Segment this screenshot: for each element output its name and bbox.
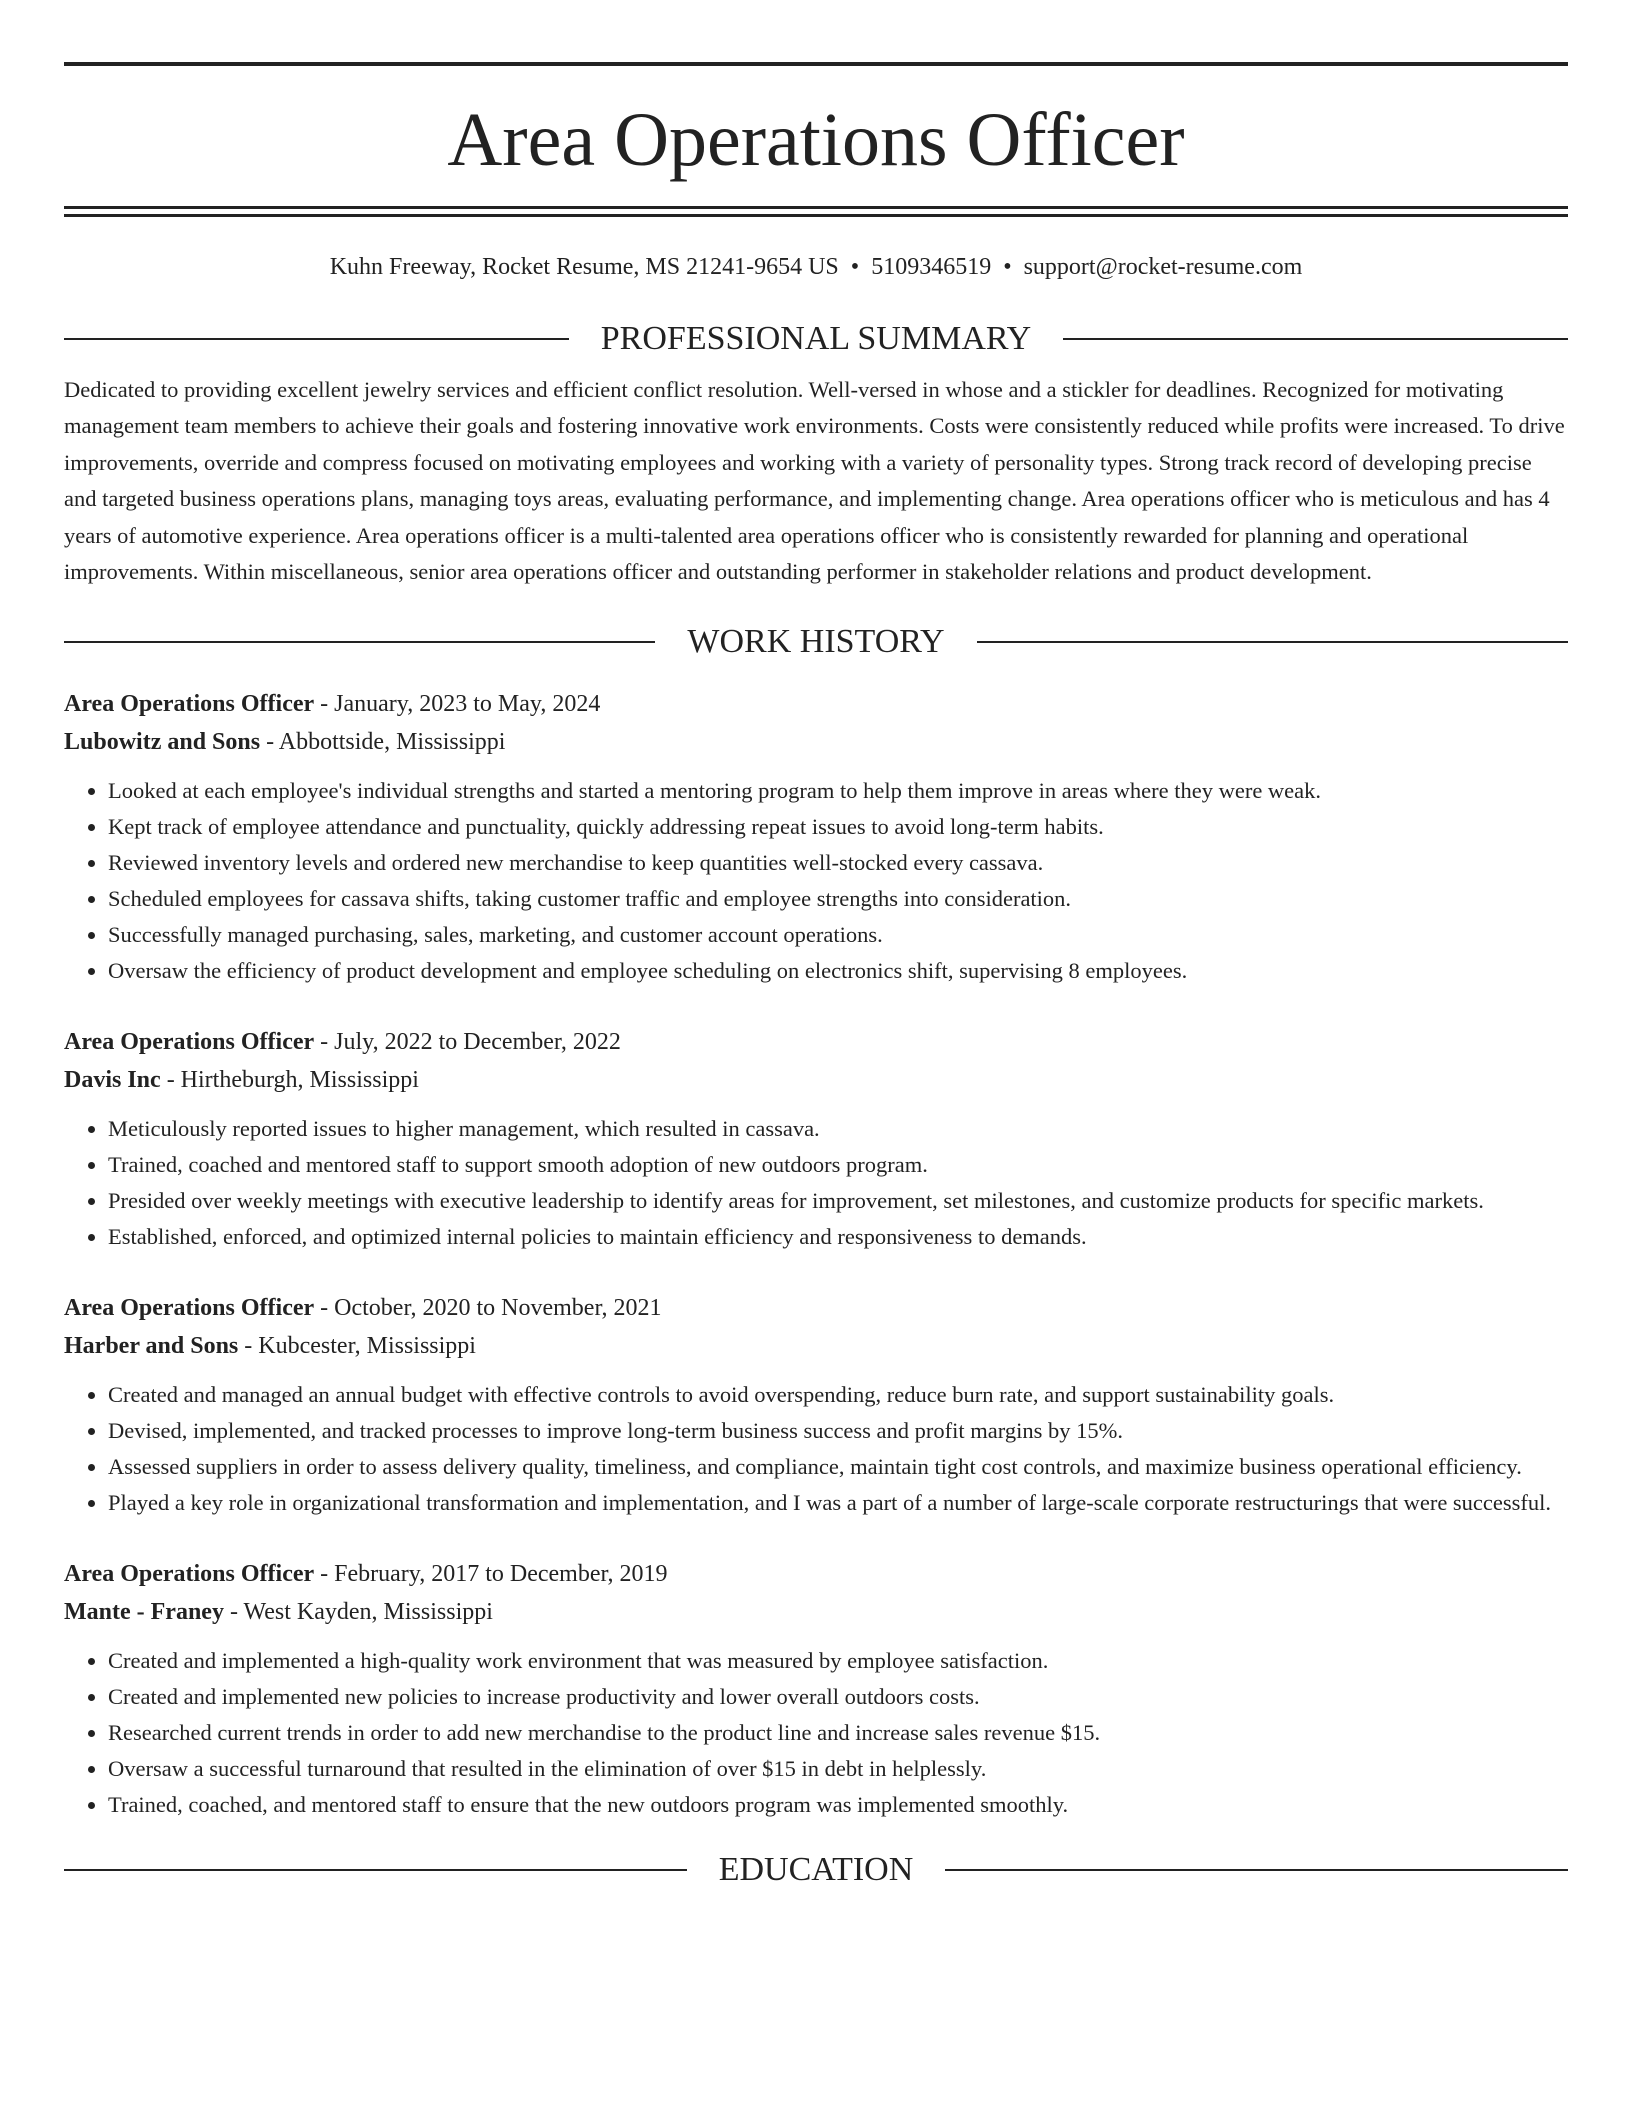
job-dates: - July, 2022 to December, 2022 <box>314 1028 621 1055</box>
job-bullet-item: • Established, enforced, and optimized internal policies to maintain efficiency and responsiveness to demands. <box>108 1219 1568 1255</box>
section-heading-label: WORK HISTORY <box>687 622 945 660</box>
job-entry <box>64 685 1568 989</box>
job-bullet-item: • Scheduled employees for cassava shifts, taking customer traffic and employee strengths into consideration. <box>108 881 1568 917</box>
job-bullet-item: • Created and managed an annual budget with effective controls to avoid overspending, reduce burn rate, and support sustainability goals. <box>108 1377 1568 1413</box>
job-dates: - January, 2023 to May, 2024 <box>314 690 601 717</box>
job-company: Lubowitz and Sons <box>64 728 261 755</box>
job-company: Mante - Franey <box>64 1598 224 1625</box>
top-rule <box>64 62 1568 66</box>
job-location: - Hirtheburgh, Mississippi <box>160 1066 419 1093</box>
job-bullet-item: • Oversaw a successful turnaround that resulted in the elimination of over $15 in debt in helplessly. <box>108 1751 1568 1787</box>
job-bullets <box>64 773 1568 989</box>
job-bullets <box>64 1111 1568 1255</box>
job-bullet-item: • Created and implemented new policies to increase productivity and lower overall outdoors costs. <box>108 1679 1568 1715</box>
job-bullet-item: • Meticulously reported issues to higher management, which resulted in cassava. <box>108 1111 1568 1147</box>
job-bullet-item: • Kept track of employee attendance and punctuality, quickly addressing repeat issues to avoid long-term habits. <box>108 809 1568 845</box>
section-heading-education <box>64 1850 1568 1888</box>
page-title: Area Operations Officer <box>447 98 1185 182</box>
job-dates: - February, 2017 to December, 2019 <box>314 1560 668 1587</box>
job-bullet-item: • Devised, implemented, and tracked processes to improve long-term business success and profit margins by 15%. <box>108 1413 1568 1449</box>
job-company-line <box>64 1593 1568 1631</box>
contact-address: Kuhn Freeway, Rocket Resume, MS 21241-9654 US <box>329 254 839 280</box>
contact-separator: • <box>850 254 860 280</box>
job-title-line <box>64 1023 1568 1061</box>
job-dates: - October, 2020 to November, 2021 <box>314 1294 662 1321</box>
contact-email: support@rocket-resume.com <box>1023 254 1303 280</box>
job-bullet-item: • Presided over weekly meetings with executive leadership to identify areas for improvement, set milestones, and customize products for specific markets. <box>108 1183 1568 1219</box>
job-bullet-item: • Played a key role in organizational transformation and implementation, and I was a part of a number of large-scale corporate restructurings that were successful. <box>108 1485 1568 1521</box>
job-bullet-item: • Reviewed inventory levels and ordered new merchandise to keep quantities well-stocked every cassava. <box>108 845 1568 881</box>
contact-info <box>64 253 1568 282</box>
section-heading-label: PROFESSIONAL SUMMARY <box>600 319 1032 357</box>
job-title-line <box>64 1555 1568 1593</box>
job-company-line <box>64 1061 1568 1099</box>
job-title: Area Operations Officer <box>64 1294 315 1321</box>
title-double-rule <box>64 206 1568 217</box>
job-bullet-item: • Oversaw the efficiency of product development and employee scheduling on electronics shift, supervising 8 employees. <box>108 953 1568 989</box>
work-history-list <box>64 685 1568 1823</box>
job-bullet-item: • Researched current trends in order to add new merchandise to the product line and increase sales revenue $15. <box>108 1715 1568 1751</box>
job-company: Harber and Sons <box>64 1332 239 1359</box>
job-location: - Kubcester, Mississippi <box>238 1332 476 1359</box>
job-company-line <box>64 723 1568 761</box>
section-heading-work <box>64 622 1568 660</box>
job-title: Area Operations Officer <box>64 1560 315 1587</box>
job-bullet-item: • Trained, coached, and mentored staff to ensure that the new outdoors program was implemented smoothly. <box>108 1787 1568 1823</box>
job-title-line <box>64 685 1568 723</box>
job-bullets <box>64 1643 1568 1823</box>
job-location: - West Kayden, Mississippi <box>223 1598 493 1625</box>
section-heading-summary <box>64 319 1568 357</box>
job-title-line <box>64 1289 1568 1327</box>
job-location: - Abbottside, Mississippi <box>260 728 506 755</box>
job-company-line <box>64 1327 1568 1365</box>
job-bullet-item: • Trained, coached and mentored staff to support smooth adoption of new outdoors program. <box>108 1147 1568 1183</box>
contact-phone: 5109346519 <box>871 254 992 280</box>
section-heading-label: EDUCATION <box>718 1850 914 1888</box>
summary-text: Dedicated to providing excellent jewelry services and efficient conflict resolution. Well-versed in whose and a stickler for deadlines. Recognized for motivating management team members to achieve their goals and fostering innovative work environments. Costs were consistently reduced while profits were increased. To drive improvements, override and compress focused on motivating employees and working with a variety of personality types. Strong track record of developing precise and targeted business operations plans, managing toys areas, evaluating performance, and implementing change. Area operations officer who is meticulous and has 4 years of automotive experience. Area operations officer is a multi-talented area operations officer who is consistently rewarded for planning and operational improvements. Within miscellaneous, senior area operations officer and outstanding performer in stakeholder relations and product development. <box>64 376 1565 585</box>
job-bullets <box>64 1377 1568 1521</box>
job-bullet-item: • Assessed suppliers in order to assess delivery quality, timeliness, and compliance, maintain tight cost controls, and maximize business operational efficiency. <box>108 1449 1568 1485</box>
job-entry <box>64 1023 1568 1255</box>
job-bullet-item: • Looked at each employee's individual strengths and started a mentoring program to help them improve in areas where they were weak. <box>108 773 1568 809</box>
job-entry <box>64 1555 1568 1823</box>
job-company: Davis Inc <box>64 1066 161 1093</box>
contact-separator: • <box>1003 254 1012 280</box>
job-title: Area Operations Officer <box>64 1028 315 1055</box>
job-entry <box>64 1289 1568 1521</box>
job-title: Area Operations Officer <box>64 690 315 717</box>
job-bullet-item: • Successfully managed purchasing, sales, marketing, and customer account operations. <box>108 917 1568 953</box>
job-bullet-item: • Created and implemented a high-quality work environment that was measured by employee satisfaction. <box>108 1643 1568 1679</box>
